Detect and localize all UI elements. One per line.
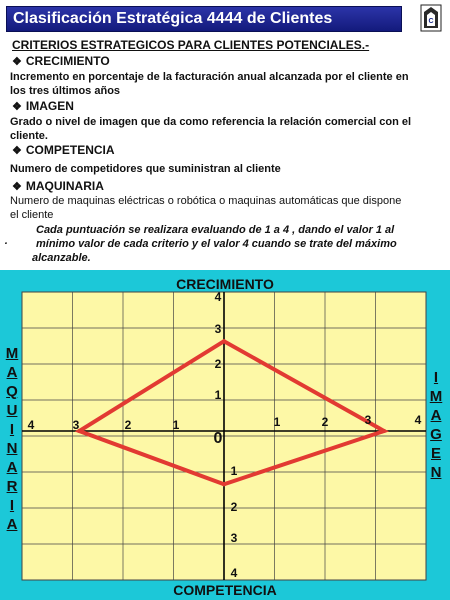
tick-left-1: 1 — [172, 418, 180, 432]
axis-title-maquinaria — [4, 344, 20, 534]
axis-title-letter: Q — [6, 383, 18, 400]
criterion-desc: Numero de competidores que suministran al cliente — [10, 163, 281, 175]
origin-label: 0 — [213, 430, 223, 447]
criteria-heading: CRITERIOS ESTRATEGICOS PARA CLIENTES POTENCIALES.- — [12, 38, 370, 52]
axis-title-letter: E — [430, 445, 441, 462]
axis-title-imagen — [428, 368, 444, 482]
svg-text:C: C — [428, 18, 434, 25]
criterion-desc: Grado o nivel de imagen que da como referencia la relación comercial con el — [10, 116, 412, 128]
diamond-bullet-icon: ❖ — [12, 56, 22, 68]
tick-down-3: 3 — [230, 531, 238, 545]
criterion-desc: Numero de maquinas eléctricas o robótica o maquinas automáticas que dispone — [10, 195, 402, 207]
tick-up-4: 4 — [214, 290, 222, 304]
diamond-bullet-icon: ❖ — [12, 101, 22, 113]
tick-left-2: 2 — [124, 418, 132, 432]
axis-title-letter: R — [6, 478, 18, 495]
axis-title-letter: I — [433, 369, 439, 386]
company-logo — [420, 4, 442, 32]
chart-panel — [0, 270, 450, 600]
radar-chart — [0, 270, 450, 600]
criterion-imagen: ❖ IMAGEN — [12, 99, 74, 113]
point-imagen — [382, 429, 386, 433]
diamond-bullet-icon: ❖ — [12, 145, 22, 157]
axis-title-letter: I — [9, 497, 15, 514]
tick-right-3: 3 — [364, 413, 372, 427]
criterion-desc: el cliente — [10, 209, 54, 221]
tick-right-1: 1 — [273, 415, 281, 429]
tick-up-3: 3 — [214, 322, 222, 336]
tick-left-4: 4 — [27, 418, 35, 432]
axis-title-letter: U — [6, 402, 18, 419]
axis-title-letter: A — [6, 364, 18, 381]
scoring-note: Cada puntuación se realizara evaluando de 1 a 4 , dando el valor 1 al — [36, 224, 395, 236]
axis-title-letter: A — [6, 459, 18, 476]
tick-up-1: 1 — [214, 388, 222, 402]
axis-title-crecimiento: CRECIMIENTO — [176, 276, 274, 292]
criterion-crecimiento: ❖ CRECIMIENTO — [12, 54, 110, 68]
tick-down-2: 2 — [230, 500, 238, 514]
note-bullet-icon: · — [4, 238, 8, 250]
criterion-desc: los tres últimos años — [10, 85, 121, 97]
tick-down-1: 1 — [230, 464, 238, 478]
diamond-bullet-icon: ❖ — [12, 181, 22, 193]
page-title: Clasificación Estratégica 4444 de Clientes — [6, 6, 402, 32]
axis-title-letter: G — [430, 426, 442, 443]
axis-title-letter: I — [9, 421, 15, 438]
axis-title-competencia: COMPETENCIA — [173, 582, 277, 598]
axis-title-letter: A — [6, 516, 18, 533]
tick-right-4: 4 — [414, 413, 422, 427]
tick-right-2: 2 — [321, 415, 329, 429]
axis-title-letter: A — [430, 407, 442, 424]
axis-title-letter: N — [6, 440, 18, 457]
scoring-note: mínimo valor de cada criterio y el valor 4 cuando se trate del máximo — [36, 238, 397, 250]
scoring-note: alcanzable. — [32, 252, 91, 264]
criterion-maquinaria: ❖ MAQUINARIA — [12, 179, 104, 193]
tick-left-3: 3 — [72, 418, 80, 432]
tick-up-2: 2 — [214, 357, 222, 371]
axis-title-letter: M — [429, 388, 443, 405]
criterion-desc: cliente. — [10, 130, 48, 142]
axis-title-letter: M — [5, 345, 19, 362]
point-competencia — [222, 482, 226, 486]
criterion-competencia: ❖ COMPETENCIA — [12, 143, 115, 157]
criterion-desc: Incremento en porcentaje de la facturación anual alcanzada por el cliente en — [10, 71, 409, 83]
point-crecimiento — [222, 339, 226, 343]
axis-title-letter: N — [430, 464, 442, 481]
tick-down-4: 4 — [230, 566, 238, 580]
